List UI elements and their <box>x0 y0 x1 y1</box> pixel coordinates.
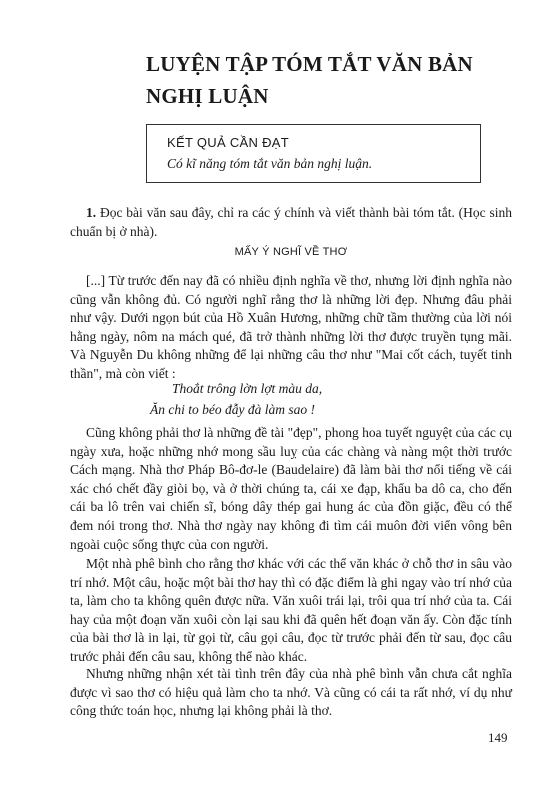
quoted-verse <box>150 378 322 420</box>
essay-paragraph-2 <box>70 424 512 554</box>
paragraph-text: Nhưng những nhận xét tài tình trên đây của nhà phê bình vẫn chưa cắt nghĩa được vì sao thơ có hiệu quả làm cho ta nhớ. Và cũng có cái ta rất nhớ, ví dụ như công thức toán học, nhưng lại không phải là thơ. <box>70 666 512 719</box>
learning-outcome-heading: KẾT QUẢ CẦN ĐẠT <box>167 135 290 150</box>
learning-outcome-box <box>146 124 481 183</box>
paragraph-text: [...] Từ trước đến nay đã có nhiều định nghĩa về thơ, nhưng lời định nghĩa nào cũng vẫn không đủ. Có người nghĩ rằng thơ là những lời đẹp. Nhưng đâu phải như vậy. Dưới ngọn bút của Hồ Xuân Hương, những chữ tầm thường của lời nói hằng ngày, nôm na mách qué, đã trở thành những lời thơ được truyền tụng mãi. Và Nguyễn Du không những để lại những câu thơ như "Mai cốt cách, tuyết tinh thần", mà còn viết : <box>70 273 512 381</box>
essay-paragraph-4 <box>70 665 512 721</box>
essay-title: MẤY Ý NGHĨ VỀ THƠ <box>234 246 348 258</box>
essay-paragraph-3 <box>70 555 512 667</box>
question-number: 1. <box>86 205 97 220</box>
verse-line-1: Thoắt trông lờn lợt màu da, <box>172 381 323 396</box>
lesson-title-line-1: LUYỆN TẬP TÓM TẮT VĂN BẢN <box>146 52 473 76</box>
learning-outcome-text: Có kĩ năng tóm tắt văn bản nghị luận. <box>167 156 373 171</box>
essay-paragraph-1 <box>70 272 512 384</box>
paragraph-text: Cũng không phải thơ là những đề tài "đẹp", phong hoa tuyết nguyệt của các cụ ngày xưa, hoặc những nhớ mong sầu luỵ của các chàng và nàng một thời trước Cách mạng. Nhà thơ Pháp Bô-đơ-le (Baudelaire) đã làm bài thơ nổi tiếng về cái xác chó chết đầy giòi bọ, và ở thời chúng ta, cái xe đạp, khẩu ba dô ca, cho đến cái ba lô trên vai chiến sĩ, bóng dây thép gai hung ác của đồn giặc, đều có thể đem nói trong thơ. Nhà thơ ngày nay không đi tìm cái muôn đời viển vông bên ngoài cuộc sống thực của con người. <box>70 425 512 552</box>
lesson-title <box>146 48 486 112</box>
question-1 <box>70 204 512 241</box>
verse-line-2: Ăn chi to béo đẫy đà làm sao ! <box>150 402 315 417</box>
paragraph-text: Một nhà phê bình cho rằng thơ khác với các thể văn khác ở chỗ thơ in sâu vào trí nhớ. Một câu, hoặc một bài thơ hay thì có đặc điểm là ghi ngay vào trí nhớ của ta, làm cho ta không quên được nữa. Văn xuôi trái lại, trôi qua trí nhớ của ta. Cái hay của một đoạn văn xuôi còn lại sau khi đã quên hết đoạn văn ấy. Còn đặc tính của bài thơ là in lại, từ gọi từ, câu gọi câu, đọc từ trước phải đến từ sau, đọc câu trước phải đến câu sau, không thể nào khác. <box>70 556 512 664</box>
page-number: 149 <box>488 730 508 745</box>
question-text: Đọc bài văn sau đây, chỉ ra các ý chính và viết thành bài tóm tắt. (Học sinh chuẩn bị ở nhà). <box>70 205 512 239</box>
lesson-title-line-2: NGHỊ LUẬN <box>146 84 269 108</box>
